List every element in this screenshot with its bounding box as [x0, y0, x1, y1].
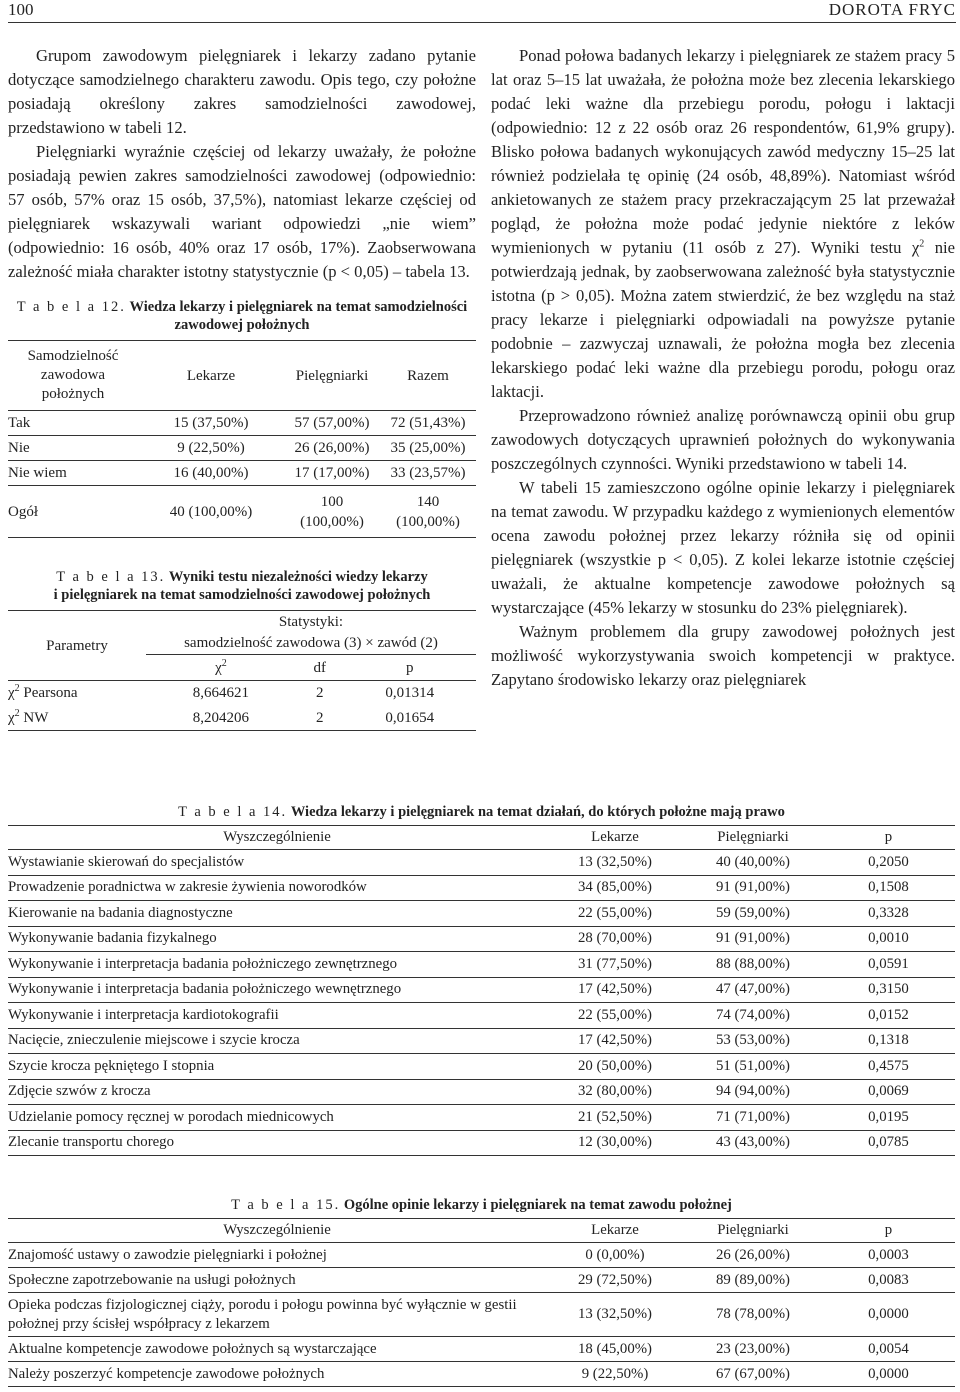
header-cell: Pielęgniarki: [717, 829, 789, 845]
cell: 0 (0,00%): [585, 1246, 645, 1263]
test-name: Pearsona: [23, 685, 78, 702]
table-title: Wiedza lekarzy i pielęgniarek na temat samodzielności: [129, 299, 468, 315]
cell: 57 (57,00%): [294, 415, 370, 431]
cell: 47 (47,00%): [716, 981, 790, 998]
cell: 16 (40,00%): [173, 465, 249, 481]
paragraph: Ważnym problemem dla grupy zawodowej położnych jest możliwość wykorzystywania swoich kompetencji w praktyce. Zapytano środowisko lekarzy oraz pielęgniarek: [491, 622, 955, 689]
cell: 100 (100,00%): [300, 493, 364, 530]
row-label: Wykonywanie i interpretacja badania położniczego zewnętrznego: [8, 955, 397, 972]
table-header-row: [8, 826, 955, 850]
table-title: Ogólne opinie lekarzy i pielęgniarek na temat zawodu położnej: [343, 1197, 732, 1213]
cell: 0,3328: [868, 904, 909, 921]
table-row: [8, 952, 955, 978]
table-row: [8, 1130, 955, 1156]
row-label: Prowadzenie poradnictwa w zakresie żywienia noworodków: [8, 879, 367, 896]
cell: 26 (26,00%): [716, 1246, 790, 1263]
cell: 21 (52,50%): [578, 1108, 652, 1125]
header-cell: Wyszczególnienie: [223, 1222, 331, 1238]
row-label: Zlecanie transportu chorego: [8, 1134, 174, 1151]
paragraph: W tabeli 15 zamieszczono ogólne opinie lekarzy i pielęgniarek na temat zawodu. W przypadku każdego z wymienionych elementów ocena zawodu położnej przez lekarzy różniła się od opinii pielęgniarek (wszystkie p < 0,05). Z kolei lekarze istotnie częściej uważali, że aktualne kompetencje zawodowe położnych są wystarczające (45% lekarzy w stosunku do 23% pielęgniarek).: [491, 478, 955, 617]
cell: 35 (25,00%): [390, 440, 466, 456]
row-label: Nacięcie, znieczulenie miejscowe i szycie krocza: [8, 1032, 300, 1049]
cell: 22 (55,00%): [578, 1006, 652, 1023]
row-label: Należy poszerzyć kompetencje zawodowe położnych: [8, 1365, 325, 1382]
cell: 43 (43,00%): [716, 1134, 790, 1151]
cell: 51 (51,00%): [716, 1057, 790, 1074]
table-body: [8, 1243, 955, 1387]
table-12: [8, 340, 476, 538]
cell: 91 (91,00%): [716, 879, 790, 896]
superscript: 2: [919, 238, 925, 250]
cell: 31 (77,50%): [578, 955, 652, 972]
table-title: zawodowej położnych: [174, 317, 310, 333]
table-row: [8, 1337, 955, 1362]
table-row: [8, 1243, 955, 1268]
cell: 0,3150: [868, 981, 909, 998]
cell: 0,4575: [868, 1057, 909, 1074]
cell: 0,2050: [868, 853, 909, 870]
paragraph-text: nie potwierdzają jednak, by zaobserwowana zależność była statystycznie istotna (p > 0,05). Można zatem stwierdzić, że bez względu na staż pracy lekarze i pielęgniarki odpowiadali na powyższe pytanie podobnie – zazwyczaj uznawali, że położna mogła bez zlecenia lekarskiego podać leki ważne dla przebiegu porodu, połogu oraz laktacji.: [491, 238, 956, 401]
row-label: Wykonywanie i interpretacja kardiotokografii: [8, 1006, 279, 1023]
page-number: 100: [8, 0, 34, 19]
cell: 0,0152: [868, 1006, 909, 1023]
table-label: T a b e l a 13.: [56, 569, 166, 585]
cell: 2: [315, 709, 324, 726]
cell: 140 (100,00%): [396, 493, 460, 530]
cell: 40 (40,00%): [716, 853, 790, 870]
table-label: T a b e l a 12.: [16, 299, 126, 315]
header-cell: Lekarze: [186, 367, 236, 384]
row-label: Tak: [8, 415, 31, 431]
table-row: [8, 875, 955, 901]
cell: 22 (55,00%): [578, 904, 652, 921]
cell: 0,1318: [868, 1032, 909, 1049]
superscript: 2: [14, 707, 20, 719]
header-cell: Lekarze: [591, 1222, 639, 1238]
cell: 74 (74,00%): [716, 1006, 790, 1023]
table-12-caption: [8, 298, 476, 334]
row-label: Wykonywanie i interpretacja badania położniczego wewnętrznego: [8, 981, 402, 998]
header-cell: p: [406, 659, 414, 676]
cell: 17 (17,00%): [294, 465, 370, 481]
cell: 17 (42,50%): [578, 1032, 652, 1049]
row-label: [8, 681, 146, 706]
cell: 0,0083: [868, 1271, 909, 1288]
cell: 89 (89,00%): [716, 1271, 790, 1288]
cell: 53 (53,00%): [716, 1032, 790, 1049]
cell: 32 (80,00%): [578, 1083, 652, 1100]
cell: 26 (26,00%): [294, 440, 370, 456]
cell: 40 (100,00%): [169, 503, 253, 520]
table-row: [8, 436, 476, 461]
left-column: [8, 44, 476, 731]
table-row: [8, 850, 955, 876]
header-cell: Samodzielność zawodowa położnych: [27, 348, 119, 402]
cell: 34 (85,00%): [578, 879, 652, 896]
test-name: NW: [23, 709, 49, 726]
table-row: [8, 1054, 955, 1080]
cell: 29 (72,50%): [578, 1271, 652, 1288]
cell: 0,0003: [868, 1246, 909, 1263]
table-title: Wyniki testu niezależności wiedzy lekarzy: [168, 569, 428, 585]
row-label: Aktualne kompetencje zawodowe położnych są wystarczające: [8, 1340, 377, 1357]
cell: 2: [315, 685, 324, 702]
chi-symbol: χ: [8, 685, 15, 702]
cell: 0,0010: [868, 930, 909, 947]
row-label: Opieka podczas fizjologicznej ciąży, porodu i połogu powinna być wyłącznie w gestii położnej przy ścisłej współpracy z lekarzem: [8, 1296, 517, 1332]
table-title: Wiedza lekarzy i pielęgniarek na temat działań, do których położne mają prawo: [290, 804, 785, 820]
header-cell: Pielęgniarki: [717, 1222, 789, 1238]
author-name: DOROTA FRYC: [828, 0, 956, 19]
table-14-block: [8, 803, 955, 1156]
cell: 33 (23,57%): [390, 465, 466, 481]
cell: 0,0785: [868, 1134, 909, 1151]
cell: 0,0591: [868, 955, 909, 972]
table-13: [8, 610, 476, 731]
header-cell: Parametry: [8, 611, 146, 681]
cell: 71 (71,00%): [716, 1108, 790, 1125]
row-label: Znajomość ustawy o zawodzie pielęgniarki i położnej: [8, 1246, 327, 1263]
table-14-caption: [8, 803, 955, 821]
header-cell: df: [313, 659, 326, 676]
header-cell: p: [884, 829, 893, 845]
row-label: Udzielanie pomocy ręcznej w porodach miednicowych: [8, 1108, 334, 1125]
header-cell: Razem: [407, 367, 449, 384]
header-cell: Wyszczególnienie: [223, 829, 331, 845]
row-label: Wykonywanie badania fizykalnego: [8, 930, 217, 947]
cell: 0,01654: [385, 709, 435, 726]
table-row: [8, 977, 955, 1003]
cell: 8,204206: [192, 709, 250, 726]
row-label: Społeczne zapotrzebowanie na usługi położnych: [8, 1271, 296, 1288]
paragraph: Grupom zawodowym pielęgniarek i lekarzy zadano pytanie dotyczące samodzielnego charakteru zawodu. Opis tego, czy położne posiadają określony zakres samodzielności zawodowej, przedstawiono w tabeli 12.: [8, 46, 476, 137]
cell: 94 (94,00%): [716, 1083, 790, 1100]
cell: 20 (50,00%): [578, 1057, 652, 1074]
cell: 72 (51,43%): [390, 415, 466, 431]
cell: 91 (91,00%): [716, 930, 790, 947]
table-header-row: [8, 611, 476, 655]
table-label: T a b e l a 14.: [178, 804, 288, 820]
cell: 0,0054: [868, 1340, 909, 1357]
cell: 13 (32,50%): [578, 1306, 652, 1322]
header-cell: Pielęgniarki: [295, 367, 369, 384]
chi-symbol: χ: [215, 659, 222, 676]
row-label: [8, 706, 146, 731]
paragraph-text: Ponad połowa badanych lekarzy i pielęgniarek ze stażem pracy 5 lat oraz 5–15 lat uważała, że położna może bez zlecenia lekarskiego podać leki ważne dla przebiegu porodu, połogu i laktacji (odpowiednio: 12 z 22 osób oraz 26 respondentów, 61,9% grupy). Blisko połowa badanych wykonujących zawód medyczny 15–25 lat również podzielała tę opinię (24 osób, 48,89%). Natomiast wśród ankietowanych ze stażem pracy przekraczającym 25 lat przeważał pogląd, że położna może podać jedynie niektóre z leków wymienionych w pytaniu (11 osób z 27). Wyniki testu χ: [491, 46, 955, 257]
table-row: [8, 1028, 955, 1054]
cell: 9 (22,50%): [581, 1365, 649, 1382]
cell: 9 (22,50%): [177, 440, 245, 456]
paragraph: [491, 44, 955, 404]
table-row: [8, 411, 476, 436]
cell: 17 (42,50%): [578, 981, 652, 998]
table-row: [8, 706, 476, 731]
chi-symbol: χ: [8, 709, 15, 726]
cell: 88 (88,00%): [716, 955, 790, 972]
row-label: Ogół: [8, 503, 38, 520]
header-cell: [146, 655, 296, 681]
table-15: [8, 1218, 955, 1387]
row-label: Kierowanie na badania diagnostyczne: [8, 904, 233, 921]
header-cell: p: [884, 1222, 893, 1238]
table-body: [8, 850, 955, 1156]
table-row: [8, 1268, 955, 1293]
cell: 78 (78,00%): [716, 1306, 790, 1322]
cell: 0,0000: [868, 1306, 909, 1322]
cell: 28 (70,00%): [578, 930, 652, 947]
table-row: [8, 1293, 955, 1337]
cell: 67 (67,00%): [716, 1365, 790, 1382]
table-label: T a b e l a 15.: [231, 1197, 341, 1213]
cell: 18 (45,00%): [578, 1340, 652, 1357]
cell: 15 (37,50%): [173, 415, 249, 431]
table-title: i pielęgniarek na temat samodzielności zawodowej położnych: [53, 587, 431, 603]
table-row: [8, 1362, 955, 1387]
table-row: [8, 926, 955, 952]
running-header: [8, 0, 956, 23]
table-14: [8, 825, 955, 1156]
superscript: 2: [221, 657, 227, 669]
paragraph: Pielęgniarki wyraźnie częściej od lekarzy uważały, że położne posiadają pewien zakres samodzielności zawodowej (odpowiednio: 57 osób, 57% oraz 15 osób, 37,5%), natomiast lekarze częściej od pielęgniarek wskazywali wariant odpowiedzi „nie wiem” (odpowiednio: 16 osób, 40% oraz 17 osób, 17%). Zaobserwowana zależność miała charakter istotny statystycznie (p < 0,05) – tabela 13.: [8, 142, 476, 281]
table-header-row: [8, 1219, 955, 1243]
table-row: [8, 1105, 955, 1131]
table-row: [8, 486, 476, 538]
row-label: Szycie krocza pękniętego I stopnia: [8, 1057, 215, 1074]
cell: 0,1508: [868, 879, 909, 896]
stats-header: samodzielność zawodowa (3) × zawód (2): [184, 634, 438, 651]
cell: 12 (30,00%): [578, 1134, 652, 1151]
cell: 0,0195: [868, 1108, 909, 1125]
table-row: [8, 1003, 955, 1029]
cell: 23 (23,00%): [716, 1340, 790, 1357]
cell: 0,0000: [868, 1365, 909, 1382]
table-13-caption: [8, 568, 476, 604]
table-15-caption: [8, 1196, 955, 1214]
table-15-block: [8, 1196, 955, 1387]
row-label: Nie wiem: [8, 465, 67, 481]
cell: 0,0069: [868, 1083, 909, 1100]
table-row: [8, 461, 476, 486]
cell: 13 (32,50%): [578, 853, 652, 870]
table-row: [8, 901, 955, 927]
header-cell: Lekarze: [591, 829, 639, 845]
right-column: [491, 44, 955, 692]
header-cell: [146, 611, 476, 655]
cell: 0,01314: [385, 685, 435, 702]
table-row: [8, 681, 476, 706]
paragraph: Przeprowadzono również analizę porównawczą opinii obu grup zawodowych dotyczących uprawnień położnych do wykonywania poszczególnych czynności. Wyniki przedstawiono w tabeli 14.: [491, 406, 955, 473]
row-label: Wystawianie skierowań do specjalistów: [8, 853, 245, 870]
cell: 8,664621: [192, 685, 250, 702]
superscript: 2: [14, 683, 20, 695]
row-label: Zdjęcie szwów z krocza: [8, 1083, 151, 1100]
table-header-row: [8, 341, 476, 411]
table-row: [8, 1079, 955, 1105]
cell: 59 (59,00%): [716, 904, 790, 921]
row-label: Nie: [8, 440, 30, 456]
stats-header: Statystyki:: [278, 613, 344, 630]
